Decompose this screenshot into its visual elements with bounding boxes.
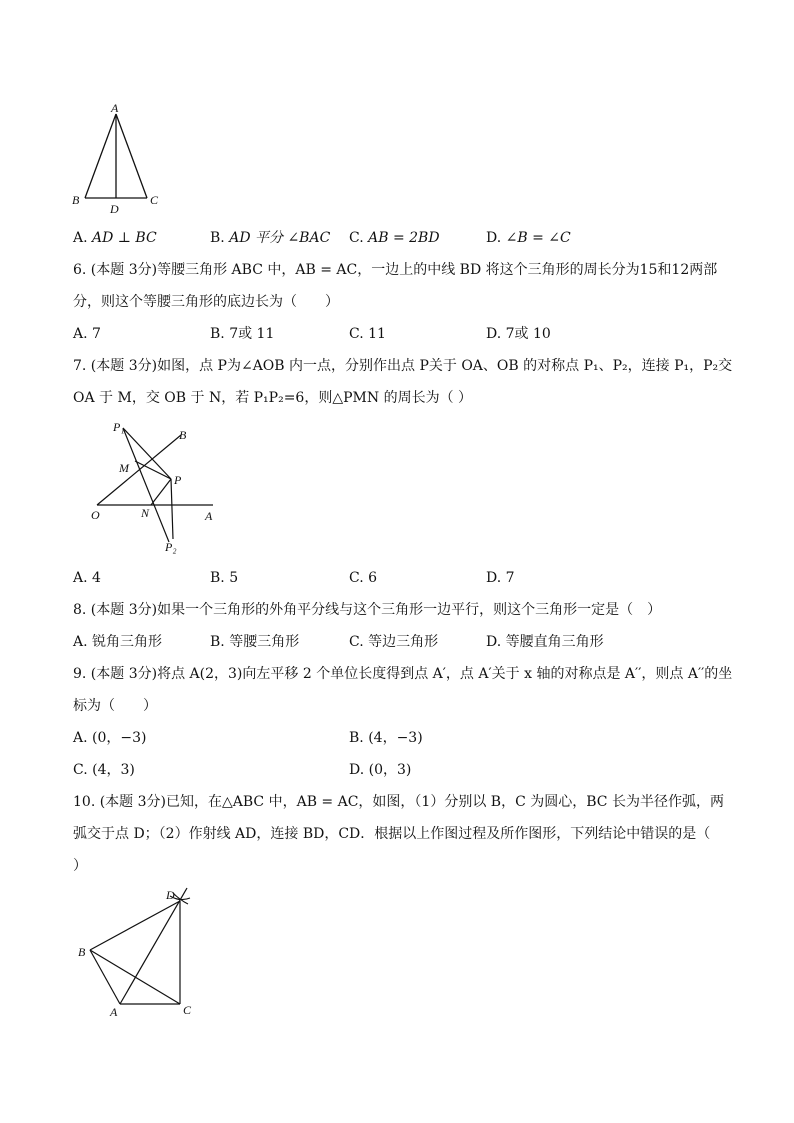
q9-stem-line2: 标为（ ）: [73, 698, 157, 714]
label-B: B: [72, 193, 80, 207]
construction-figure: [70, 880, 210, 1025]
q7-stem-line2: OA 于 M，交 OB 于 N，若 P₁P₂=6，则△PMN 的周长为（ ）: [73, 390, 473, 406]
q9-option-c: C. (4，3): [73, 762, 135, 778]
q5-option-d: D. ∠B = ∠C: [486, 230, 571, 246]
label-D: D: [166, 888, 175, 902]
q7-option-a: A. 4: [73, 570, 101, 586]
q7-option-d: D. 7: [486, 570, 515, 586]
label-D: D: [110, 202, 119, 216]
triangle-figure: [60, 100, 170, 220]
label-P: P: [174, 473, 182, 487]
label-A: A: [205, 509, 213, 523]
label-N: N: [141, 506, 150, 520]
q10-stem-line3: ）: [73, 858, 87, 874]
q6-option-d: D. 7或 10: [486, 326, 551, 342]
q6-option-a: A. 7: [73, 326, 101, 342]
q9-option-a: A. (0，−3): [73, 730, 147, 746]
label-A: A: [110, 1005, 118, 1019]
q7-option-c: C. 6: [349, 570, 378, 586]
q5-option-a: A. AD ⊥ BC: [73, 230, 157, 246]
q5-option-c: C. AB = 2BD: [349, 230, 440, 246]
q10-stem-line1: 10. (本题 3分)已知，在△ABC 中，AB = AC，如图，（1）分别以 B，C 为圆心，BC 长为半径作弧，两: [73, 794, 724, 810]
q8-option-c: C. 等边三角形: [349, 634, 439, 650]
q7-option-b: B. 5: [210, 570, 239, 586]
q5-option-b: B. AD 平分 ∠BAC: [210, 230, 331, 246]
q8-option-a: A. 锐角三角形: [73, 634, 163, 650]
label-B: B: [78, 945, 86, 959]
q7-stem-line1: 7. (本题 3分)如图，点 P为∠AOB 内一点，分别作出点 P关于 OA、OB 的对称点 P₁、P₂，连接 P₁，P₂交: [73, 358, 733, 374]
label-P1: P₁: [113, 420, 125, 434]
label-C: C: [183, 1003, 192, 1017]
q6-stem-line2: 分，则这个等腰三角形的底边长为（ ）: [73, 294, 339, 310]
q6-option-c: C. 11: [349, 326, 386, 342]
q10-stem-line2: 弧交于点 D；（2）作射线 AD，连接 BD，CD．根据以上作图过程及所作图形，下列结论中错误的是（: [73, 826, 711, 842]
label-C: C: [150, 193, 159, 207]
q8-stem-line1: 8. (本题 3分)如果一个三角形的外角平分线与这个三角形一边平行，则这个三角形一定是（ ）: [73, 602, 662, 618]
q9-option-d: D. (0，3): [349, 762, 412, 778]
q6-stem-line1: 6. (本题 3分)等腰三角形 ABC 中，AB = AC，一边上的中线 BD 将这个三角形的周长分为15和12两部: [73, 262, 718, 278]
q6-option-b: B. 7或 11: [210, 326, 275, 342]
label-M: M: [119, 461, 129, 475]
label-O: O: [91, 508, 100, 522]
reflection-figure: [85, 415, 225, 560]
label-B: B: [179, 428, 187, 442]
q9-option-b: B. (4，−3): [349, 730, 423, 746]
q8-option-b: B. 等腰三角形: [210, 634, 300, 650]
q9-stem-line1: 9. (本题 3分)将点 A(2，3)向左平移 2 个单位长度得到点 A′，点 A′关于 x 轴的对称点是 A′′，则点 A′′的坐: [73, 666, 733, 682]
label-A: A: [111, 101, 119, 115]
q8-option-d: D. 等腰直角三角形: [486, 634, 604, 650]
label-P2: P₂: [165, 540, 177, 554]
